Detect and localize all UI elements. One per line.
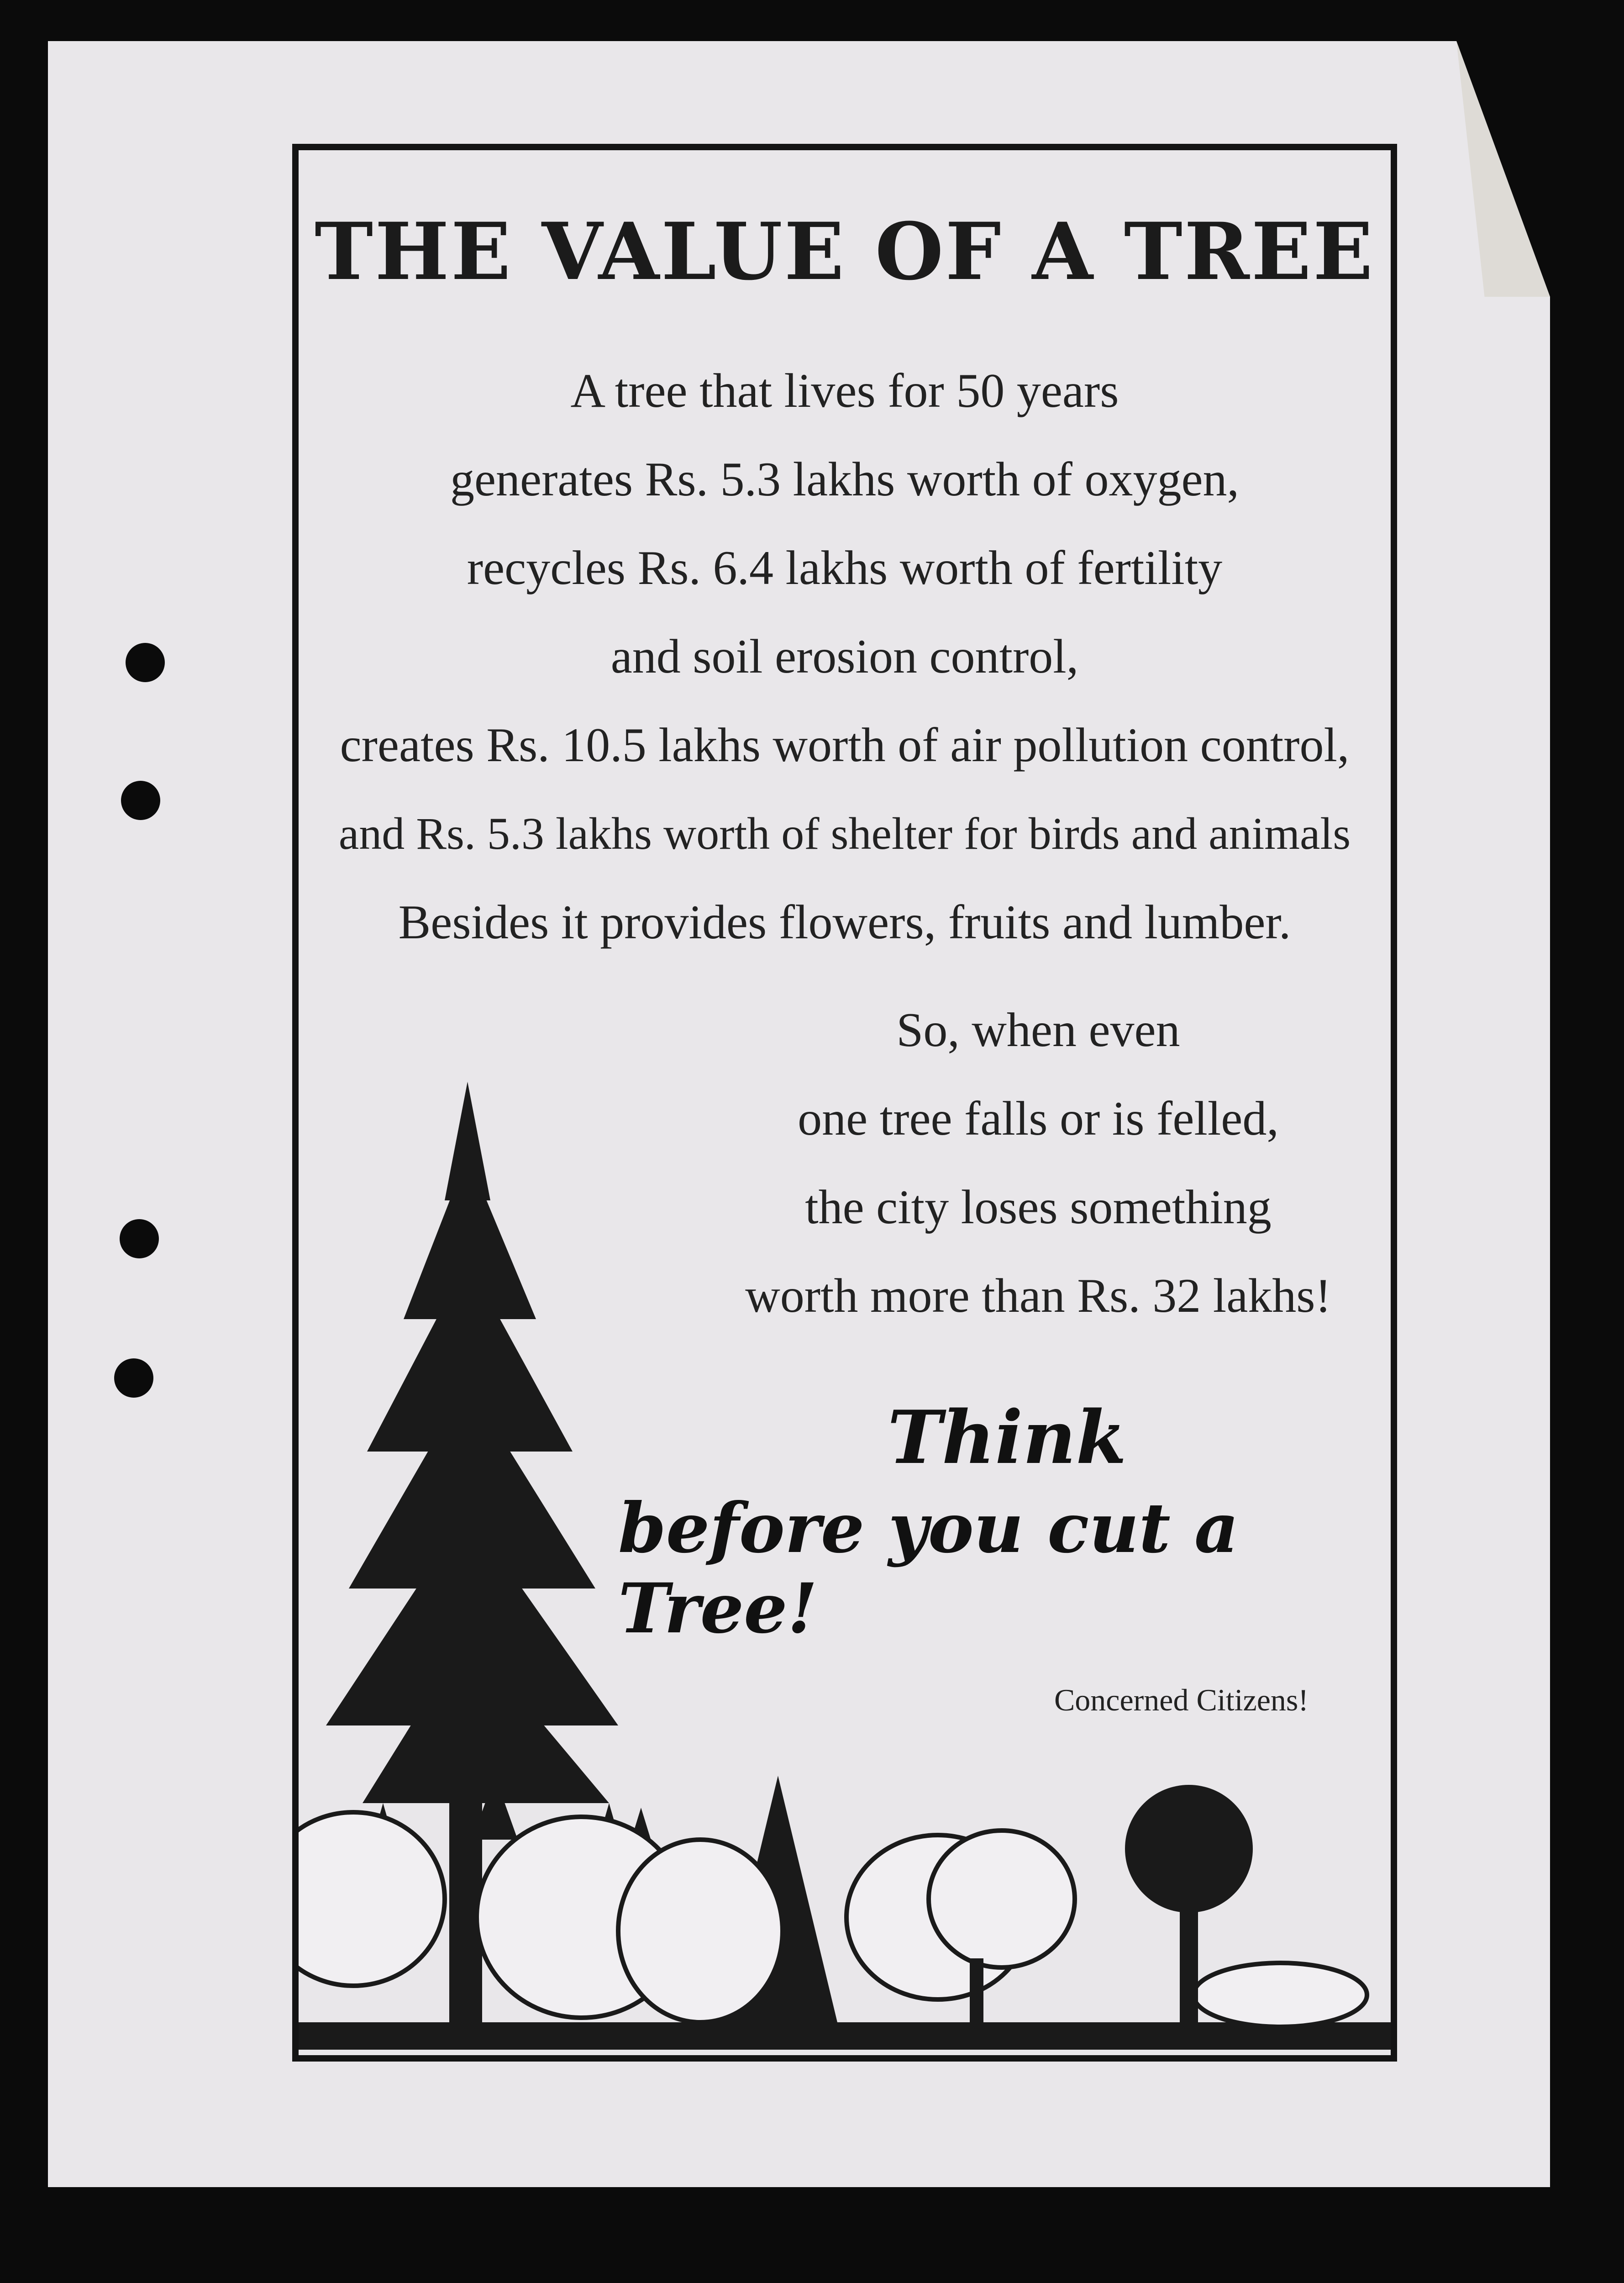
forest-illustration xyxy=(299,150,1391,2055)
punch-hole xyxy=(121,781,160,820)
body-line: Besides it provides flowers, fruits and lumber. xyxy=(398,895,1291,949)
poster-title: THE VALUE OF A TREE xyxy=(315,205,1375,298)
tree-trunk xyxy=(1180,1894,1198,2027)
conclusion-line: So, when even xyxy=(896,1003,1180,1057)
deciduous-tree-icon xyxy=(929,1831,1075,1967)
conclusion-line: worth more than Rs. 32 lakhs! xyxy=(745,1269,1331,1322)
punch-hole xyxy=(114,1358,153,1398)
slogan-before-you-cut: before you cut a Tree! xyxy=(618,1488,1239,1649)
rock-icon xyxy=(1193,1963,1367,2027)
conclusion-line: the city loses something xyxy=(805,1180,1272,1234)
body-line: A tree that lives for 50 years xyxy=(570,364,1119,417)
body-line: generates Rs. 5.3 lakhs worth of oxygen, xyxy=(450,452,1240,506)
ground-strip xyxy=(299,2022,1391,2050)
punch-hole xyxy=(126,643,165,682)
body-line: and soil erosion control, xyxy=(610,630,1079,683)
body-line: recycles Rs. 6.4 lakhs worth of fertility xyxy=(467,541,1223,594)
signature: Concerned Citizens! xyxy=(1054,1683,1309,1717)
body-line: creates Rs. 10.5 lakhs worth of air pollution control, xyxy=(340,718,1350,772)
poster-border xyxy=(292,144,1397,2062)
shrub-icon xyxy=(618,1840,783,2022)
tree-trunk xyxy=(970,1958,983,2027)
body-line: and Rs. 5.3 lakhs worth of shelter for birds and animals xyxy=(338,808,1351,859)
shrub-icon xyxy=(299,1812,445,1986)
leafy-tree-icon xyxy=(1125,1785,1253,1913)
conclusion-line: one tree falls or is felled, xyxy=(798,1092,1279,1145)
slogan-think: Think xyxy=(888,1394,1127,1480)
punch-hole xyxy=(120,1219,159,1258)
